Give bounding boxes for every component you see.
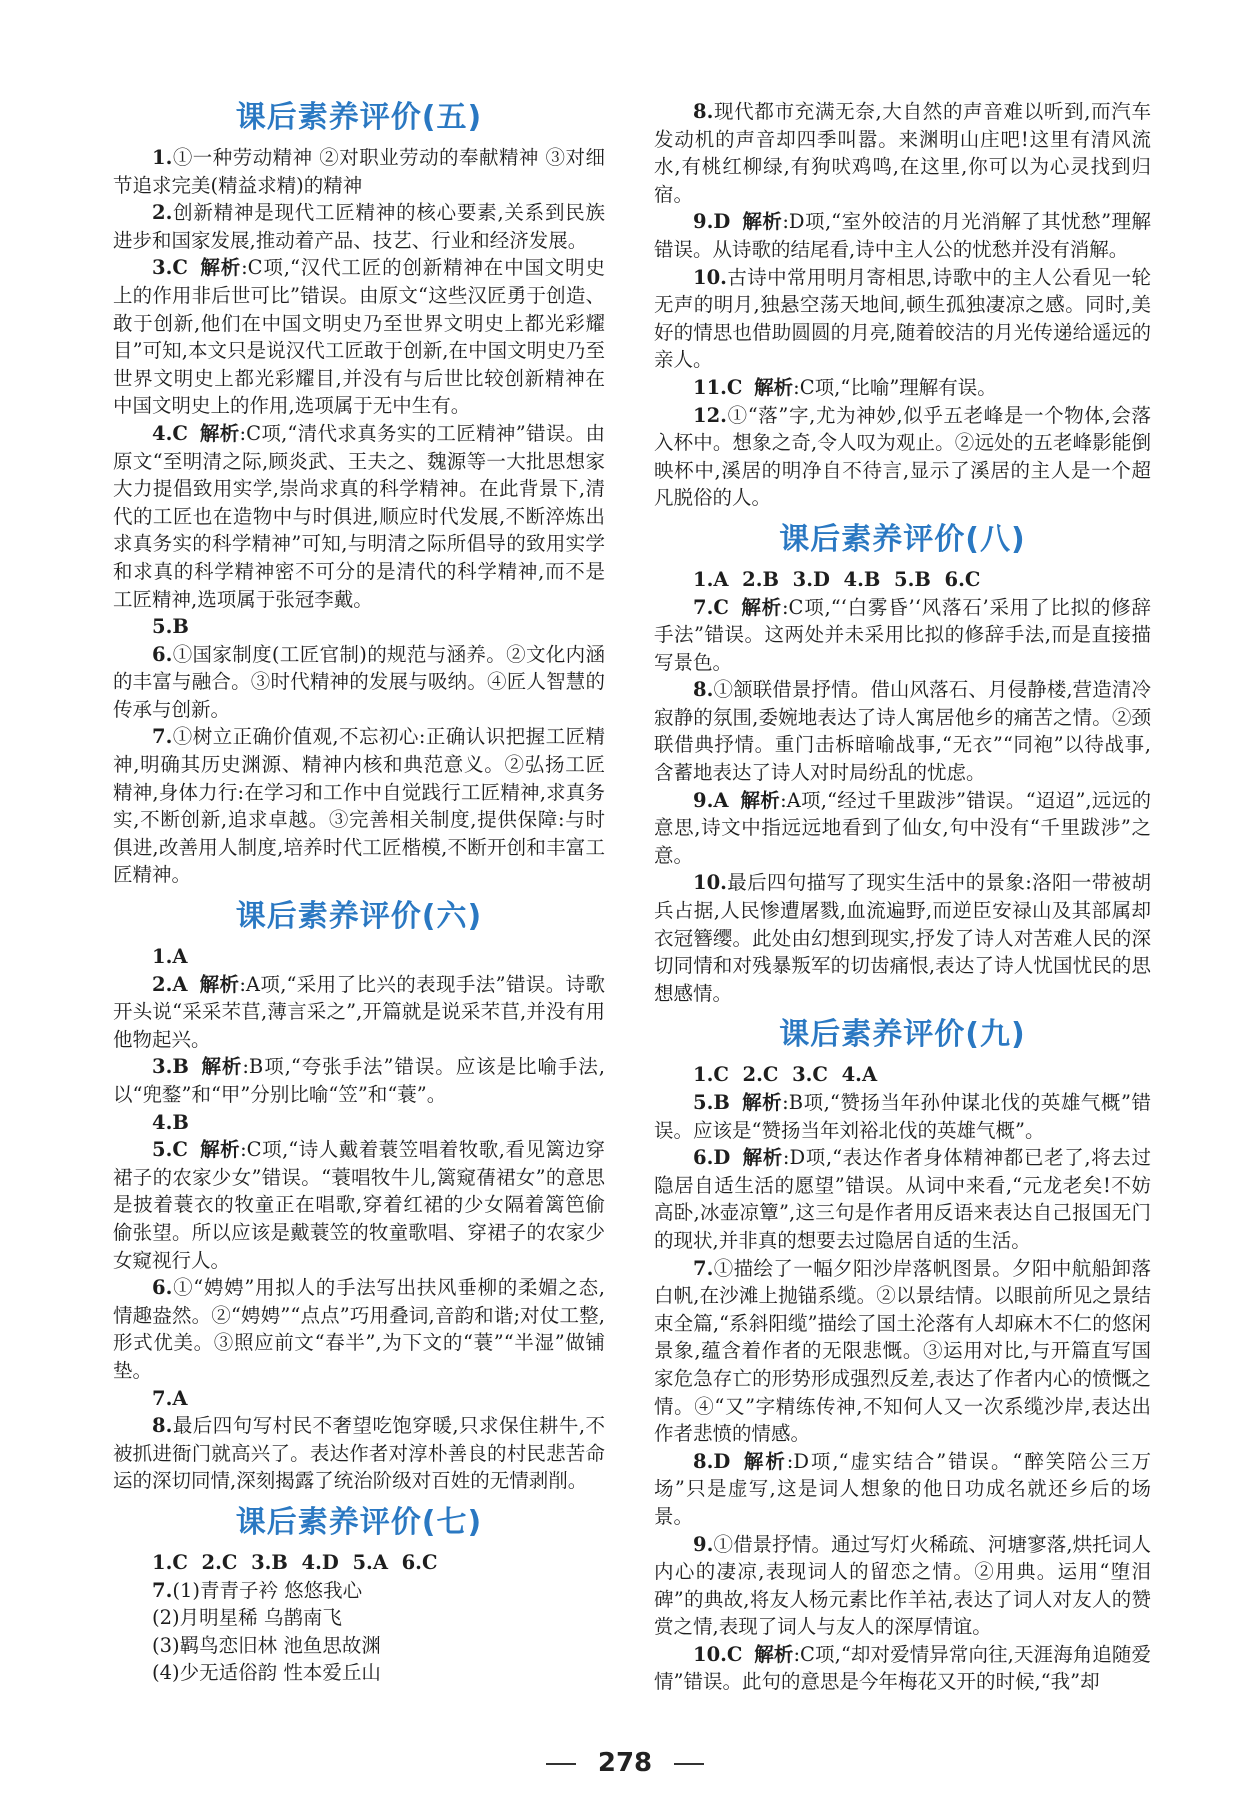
answer-text: ①颔联借景抒情。借山风落石、月侵静楼,营造清冷寂静的氛围,委婉地表达了诗人寓居他乡的痛苦之情。②颈联借典抒情。重门击柝暗喻战事,“无衣”“同袍”以待战事,含蓄地表达了诗人对时局纷乱的忧虑。 xyxy=(654,678,1151,785)
answer-text: 最后四句描写了现实生活中的景象:洛阳一带被胡兵占据,人民惨遭屠戮,血流遍野,而逆臣安禄山及其部属却衣冠簪缨。此处由幻想到现实,抒发了诗人对苦难人民的深切同情和对残暴叛军的切齿痛恨,表达了诗人忧国忧民的思想感情。 xyxy=(654,871,1151,1005)
answer-text: :D项,“表达作者身体精神都已老了,将去过隐居自适生活的愿望”错误。从词中来看,“元龙老矣!不妨高卧,冰壶凉簟”,这三句是作者用反语来表达自己报国无门的现状,并非真的想要去过隐居自适的生活。 xyxy=(654,1146,1151,1252)
answer-text: ①“落”字,尤为神妙,似乎五老峰是一个物体,会落入杯中。想象之奇,令人叹为观止。②远处的五老峰影能倒映杯中,溪居的明净自不待言,显示了溪居的主人是一个超凡脱俗的人。 xyxy=(654,403,1151,510)
answer-item xyxy=(654,98,1151,208)
answer-item xyxy=(654,402,1151,512)
footer-dash-right xyxy=(674,1763,704,1765)
analysis-label: 解析 xyxy=(741,1091,783,1114)
answer-item xyxy=(654,1255,1151,1448)
answer-row xyxy=(654,1061,1151,1089)
answer-item xyxy=(113,1109,605,1137)
answer-choice: 4.B xyxy=(843,567,881,591)
answer-text: (2)月明星稀 乌鹊南飞 xyxy=(152,1606,342,1630)
answer-text: 现代都市充满无奈,大自然的声音难以听到,而汽车发动机的声音却四季叫嚣。来渊明山庄吧!这里有清风流水,有桃红柳绿,有狗吠鸡鸣,在这里,你可以为心灵找到归宿。 xyxy=(654,100,1151,206)
answer-number: 6. xyxy=(152,1276,173,1300)
answer-choice: 6.C xyxy=(944,567,981,591)
answer-text: :C项,“‘白雾昏’‘风落石’采用了比拟的修辞手法”错误。这两处并未采用比拟的修辞手法,而是直接描写景色。 xyxy=(654,595,1151,674)
answer-text: ①描绘了一幅夕阳沙岸落帆图景。夕阳中航船卸落白帆,在沙滩上抛锚系缆。②以景结情。以眼前所见之景结束全篇,“系斜阳缆”描绘了国土沦落有人却麻木不仁的悠闲景象,蕴含着作者的无限悲慨。③运用对比,与开篇直写国家危急存亡的形势形成强烈反差,表达了作者内心的愤慨之情。④“又”字精练传神,不知何人又一次系缆沙岸,表达出作者悲愤的情感。 xyxy=(654,1256,1151,1446)
answer-number: 3.B xyxy=(152,1055,189,1079)
answer-text: ①一种劳动精神 ②对职业劳动的奉献精神 ③对细节追求完美(精益求精)的精神 xyxy=(113,146,605,197)
answer-item xyxy=(113,1412,605,1495)
answer-number: 9.D xyxy=(693,210,731,234)
answer-choice: 1.C xyxy=(693,1063,729,1087)
answer-number: 1. xyxy=(152,146,173,169)
answer-number: 6.D xyxy=(693,1146,731,1170)
analysis-label: 解析 xyxy=(199,421,240,445)
answer-number: 3.C xyxy=(152,256,188,280)
answer-number: 8. xyxy=(693,678,714,702)
answer-text: :C项,“清代求真务实的工匠精神”错误。由原文“至明清之际,顾炎武、王夫之、魏源等一大批思想家大力提倡致用实学,崇尚求真的科学精神。在此背景下,清代的工匠也在造物中与时俱进,顺应时代发展,不断淬炼出求真务实的科学精神”可知,与明清之际所倡导的致用实学和求真的科学精神密不可分的是清代的科学精神,而不是工匠精神,选项属于张冠李戴。 xyxy=(113,421,605,611)
answer-text: :A项,“经过千里跋涉”错误。“迢迢”,远远的意思,诗文中指远远地看到了仙女,句中没有“千里跋涉”之意。 xyxy=(654,788,1151,867)
answer-item xyxy=(654,787,1151,870)
answer-item xyxy=(654,1448,1151,1531)
answer-item xyxy=(113,199,605,254)
answer-number: 1.A xyxy=(152,945,188,969)
page-number-footer xyxy=(0,1748,1250,1778)
answer-text: :C项,“诗人戴着蓑笠唱着牧歌,看见篱边穿裙子的农家少女”错误。“蓑唱牧牛儿,篱窥蒨裙女”的意思是披着蓑衣的牧童正在唱歌,穿着红裙的少女隔着篱笆偷偷张望。所以应该是戴蓑笠的牧童歌唱、穿裙子的农家少女窥视行人。 xyxy=(113,1138,605,1272)
answer-number: 4.C xyxy=(152,421,188,445)
analysis-label: 解析 xyxy=(754,1642,794,1666)
analysis-label: 解析 xyxy=(754,375,794,399)
page-number: 278 xyxy=(597,1748,653,1778)
answer-item xyxy=(654,264,1151,374)
answer-number: 7. xyxy=(152,725,173,749)
analysis-label: 解析 xyxy=(741,1146,783,1170)
answer-text: ①树立正确价值观,不忘初心:正确认识把握工匠精神,明确其历史渊源、精神内核和典范意义。②弘扬工匠精神,身体力行:在学习和工作中自觉践行工匠精神,求真务实,不断创新,追求卓越。③完善相关制度,提供保障:与时俱进,改善用人制度,培养时代工匠楷模,不断开创和丰富工匠精神。 xyxy=(113,725,605,887)
answer-line xyxy=(113,1659,605,1687)
answer-line xyxy=(113,1632,605,1660)
answer-number: 8. xyxy=(693,100,714,123)
answer-choice: 4.A xyxy=(841,1063,878,1087)
answer-number: 6. xyxy=(152,642,173,666)
answer-row xyxy=(654,566,1151,594)
answer-number: 9. xyxy=(693,1532,714,1556)
answer-item xyxy=(113,254,605,420)
left-column xyxy=(113,98,605,1687)
answer-number: 10. xyxy=(693,265,727,289)
footer-dash-left xyxy=(546,1763,576,1765)
answer-item xyxy=(113,1053,605,1108)
analysis-label: 解析 xyxy=(199,972,240,996)
answer-number: 7. xyxy=(693,1256,714,1280)
answer-number: 10. xyxy=(693,871,727,895)
answer-number: 5.B xyxy=(693,1091,730,1114)
answer-text: :C项,“比喻”理解有误。 xyxy=(793,375,997,399)
answer-item xyxy=(113,943,605,971)
analysis-label: 解析 xyxy=(741,1449,787,1473)
answer-choice: 2.C xyxy=(742,1063,779,1087)
answer-choice: 3.D xyxy=(792,567,830,591)
answer-choice: 3.B xyxy=(251,1550,288,1574)
answer-item xyxy=(654,1089,1151,1144)
answer-number: 12. xyxy=(693,403,727,427)
answer-item xyxy=(654,594,1151,677)
answer-number: 8. xyxy=(152,1414,173,1438)
answer-text: (4)少无适俗韵 性本爱丘山 xyxy=(152,1661,381,1685)
answer-number: 9.A xyxy=(693,788,729,812)
answer-item xyxy=(113,613,605,641)
answer-text: (1)青青子衿 悠悠我心 xyxy=(172,1578,363,1602)
analysis-label: 解析 xyxy=(199,256,242,280)
answer-text: 古诗中常用明月寄相思,诗歌中的主人公看见一轮无声的明月,独悬空荡天地间,顿生孤独凄凉之感。同时,美好的情思也借助圆圆的月亮,随着皎洁的月光传递给遥远的亲人。 xyxy=(654,265,1151,372)
answer-item xyxy=(654,869,1151,1007)
analysis-label: 解析 xyxy=(740,595,782,619)
answer-number: 8.D xyxy=(693,1449,731,1473)
answer-text: (3)羁鸟恋旧林 池鱼思故渊 xyxy=(152,1633,381,1657)
section-heading: 课后素养评价(六) xyxy=(235,899,483,935)
answer-choice: 1.A xyxy=(693,567,729,591)
answer-text: :C项,“汉代工匠的创新精神在中国文明史上的作用非后世可比”错误。由原文“这些汉匠勇于创造、敢于创新,他们在中国文明史乃至世界文明史上都光彩耀目”可知,本文只是说汉代工匠敢于创新,在中国文明史乃至世界文明史上都光彩耀目,并没有与后世比较创新精神在中国文明史上的作用,选项属于无中生有。 xyxy=(113,256,605,418)
answer-choice: 2.B xyxy=(742,567,779,591)
answer-text: :D项,“室外皎洁的月光消解了其忧愁”理解错误。从诗歌的结尾看,诗中主人公的忧愁并没有消解。 xyxy=(654,210,1151,261)
answer-item xyxy=(654,1641,1151,1696)
answer-choice: 5.A xyxy=(352,1550,388,1574)
answer-item xyxy=(113,1136,605,1274)
answer-row xyxy=(113,1549,605,1577)
answer-choice: 5.B xyxy=(894,567,931,591)
section-heading: 课后素养评价(五) xyxy=(235,100,483,135)
answer-item xyxy=(654,676,1151,786)
answer-item xyxy=(654,1144,1151,1254)
answer-line xyxy=(113,1577,605,1605)
answer-item xyxy=(654,208,1151,263)
answer-number: 5.B xyxy=(152,615,189,639)
answer-item xyxy=(654,1531,1151,1641)
answer-choice: 6.C xyxy=(401,1550,438,1574)
analysis-label: 解析 xyxy=(740,788,781,812)
answer-number: 2. xyxy=(152,201,173,225)
answer-text: 创新精神是现代工匠精神的核心要素,关系到民族进步和国家发展,推动着产品、技艺、行业和经济发展。 xyxy=(113,201,605,252)
answer-number: 7. xyxy=(152,1578,173,1602)
answer-text: :B项,“赞扬当年孙仲谋北伐的英雄气概”错误。应该是“赞扬当年刘裕北伐的英雄气概”。 xyxy=(654,1091,1151,1142)
answer-number: 2.A xyxy=(152,972,188,996)
answer-number: 7.A xyxy=(152,1386,188,1410)
answer-number: 11.C xyxy=(693,375,743,399)
right-column xyxy=(654,98,1151,1696)
answer-line xyxy=(113,1604,605,1632)
answer-text: 最后四句写村民不奢望吃饱穿暖,只求保住耕牛,不被抓进衙门就高兴了。表达作者对淳朴善良的村民悲苦命运的深切同情,深刻揭露了统治阶级对百姓的无情剥削。 xyxy=(113,1414,605,1493)
answer-item xyxy=(113,1274,605,1384)
answer-item xyxy=(113,971,605,1054)
analysis-label: 解析 xyxy=(199,1138,241,1162)
answer-item xyxy=(113,723,605,889)
answer-item xyxy=(654,374,1151,402)
answer-text: :A项,“采用了比兴的表现手法”错误。诗歌开头说“采采芣苢,薄言采之”,开篇就是说采芣苢,并没有用他物起兴。 xyxy=(113,972,605,1051)
answer-number: 10.C xyxy=(693,1642,743,1666)
answer-choice: 4.D xyxy=(301,1550,339,1574)
answer-text: ①“娉娉”用拟人的手法写出扶风垂柳的柔媚之态,情趣盎然。②“娉娉”“点点”巧用叠词,音韵和谐;对仗工整,形式优美。③照应前文“春半”,为下文的“蓑”“半湿”做铺垫。 xyxy=(113,1276,605,1382)
answer-text: ①借景抒情。通过写灯火稀疏、河塘寥落,烘托词人内心的凄凉,表现词人的留恋之情。②用典。运用“堕泪碑”的典故,将友人杨元素比作羊祜,表达了词人对友人的赞赏之情,表现了词人与友人的深厚情谊。 xyxy=(654,1532,1151,1639)
section-heading: 课后素养评价(七) xyxy=(235,1504,483,1540)
answer-number: 4.B xyxy=(152,1110,189,1134)
analysis-label: 解析 xyxy=(200,1055,243,1079)
analysis-label: 解析 xyxy=(741,210,783,234)
answer-text: ①国家制度(工匠官制)的规范与涵养。②文化内涵的丰富与融合。③时代精神的发展与吸纳。④匠人智慧的传承与创新。 xyxy=(113,642,605,721)
answer-number: 5.C xyxy=(152,1138,188,1162)
section-heading: 课后素养评价(九) xyxy=(779,1017,1026,1053)
answer-item xyxy=(113,144,605,199)
answer-number: 7.C xyxy=(693,595,729,619)
answer-choice: 1.C xyxy=(152,1550,188,1574)
answer-choice: 3.C xyxy=(792,1063,828,1087)
section-heading: 课后素养评价(八) xyxy=(779,521,1026,557)
answer-text: :B项,“夸张手法”错误。应该是比喻手法,以“兜鍪”和“甲”分别比喻“笠”和“蓑”。 xyxy=(113,1055,605,1106)
answer-item xyxy=(113,641,605,724)
answer-text: :C项,“却对爱情异常向往,天涯海角追随爱情”错误。此句的意思是今年梅花又开的时候,“我”却 xyxy=(654,1642,1151,1694)
answer-choice: 2.C xyxy=(201,1550,238,1574)
answer-item xyxy=(113,1385,605,1413)
answer-item xyxy=(113,420,605,613)
answer-text: :D项,“虚实结合”错误。“醉笑陪公三万场”只是虚写,这是词人想象的他日功成名就还乡后的场景。 xyxy=(654,1449,1151,1528)
